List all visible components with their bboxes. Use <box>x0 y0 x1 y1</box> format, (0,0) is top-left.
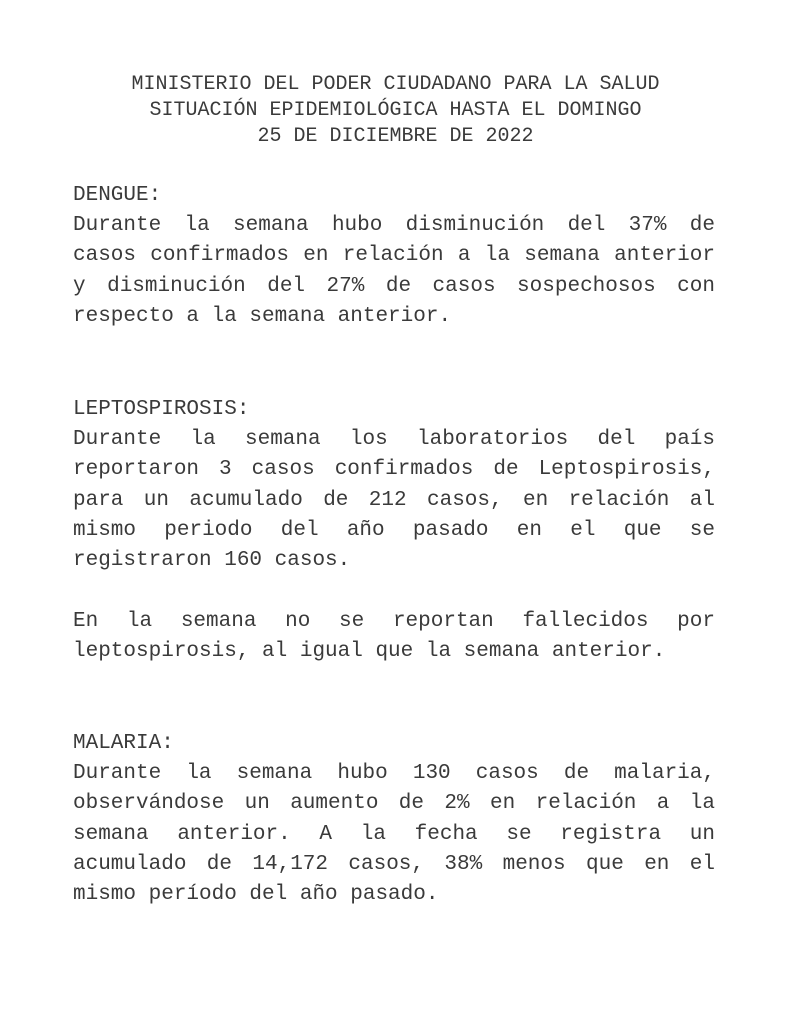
paragraph-leptospirosis-cases: Durante la semana los laboratorios del país reportaron 3 casos confirmados de Leptospirosis, para un acumulado de 212 casos, en relación al mismo periodo del año pasado en el que se registraron 160 casos. <box>73 428 715 573</box>
paragraph-leptospirosis-deaths: En la semana no se reportan fallecidos por leptospirosis, al igual que la semana anterior. <box>73 610 715 664</box>
section-malaria <box>73 729 715 910</box>
section-leptospirosis <box>73 395 715 576</box>
section-leptospirosis-deaths <box>73 607 715 667</box>
header-date-line: 25 DE DICIEMBRE DE 2022 <box>257 125 534 148</box>
paragraph-dengue: Durante la semana hubo disminución del 37% de casos confirmados en relación a la semana anterior y disminución del 27% de casos sospechosos con respecto a la semana anterior. <box>73 214 715 328</box>
paragraph-malaria: Durante la semana hubo 130 casos de malaria, observándose un aumento de 2% en relación a la semana anterior. A la fecha se registra un acumulado de 14,172 casos, 38% menos que en el mismo período del año pasado. <box>73 762 715 907</box>
section-title-leptospirosis: LEPTOSPIROSIS: <box>73 398 250 421</box>
section-dengue <box>73 181 715 332</box>
header-ministry-line: MINISTERIO DEL PODER CIUDADANO PARA LA SALUD <box>131 73 660 96</box>
section-title-malaria: MALARIA: <box>73 732 174 755</box>
document-header <box>0 72 791 150</box>
section-title-dengue: DENGUE: <box>73 184 162 207</box>
header-situation-line: SITUACIÓN EPIDEMIOLÓGICA HASTA EL DOMINGO <box>149 99 642 122</box>
